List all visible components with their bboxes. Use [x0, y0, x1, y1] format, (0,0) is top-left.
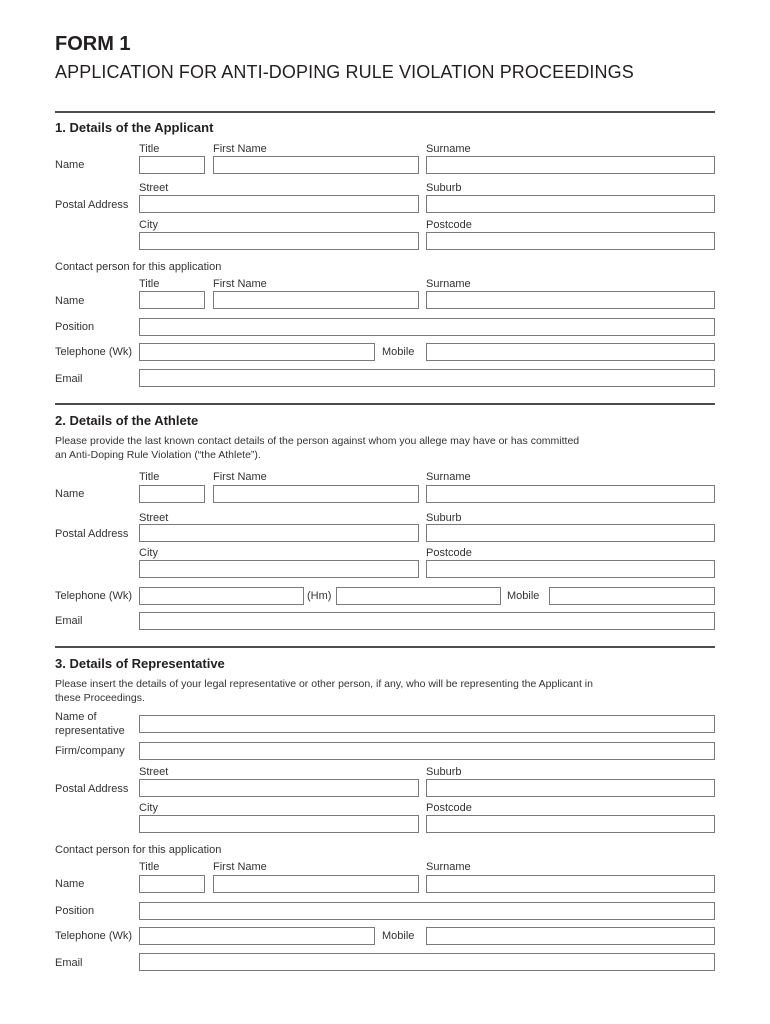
athlete-city-input[interactable] — [139, 560, 419, 578]
position-label: Position — [55, 321, 95, 333]
mobile-label: Mobile — [507, 590, 540, 602]
firm-company-label: Firm/company — [55, 745, 125, 757]
postal-address-label: Postal Address — [55, 528, 129, 540]
suburb-label: Suburb — [426, 766, 462, 778]
athlete-mobile-input[interactable] — [549, 587, 715, 605]
telephone-wk-label: Telephone (Wk) — [55, 930, 133, 942]
athlete-note — [55, 434, 675, 462]
athlete-title-input[interactable] — [139, 485, 205, 503]
athlete-note-line2: an Anti-Doping Rule Violation (“the Athlete”). — [55, 449, 261, 461]
postcode-label: Postcode — [426, 547, 472, 559]
contact2-position-input[interactable] — [139, 902, 715, 920]
contact2-email-input[interactable] — [139, 953, 715, 971]
title-label: Title — [139, 143, 160, 155]
representative-note-line1: Please insert the details of your legal representative or other person, if any, who will be representing the Applicant in — [55, 678, 593, 690]
title-label: Title — [139, 861, 160, 873]
contact1-position-input[interactable] — [139, 318, 715, 336]
contact1-first-name-input[interactable] — [213, 291, 419, 309]
hm-label: (Hm) — [307, 590, 332, 602]
contact2-tel-wk-input[interactable] — [139, 927, 375, 945]
representative-name-input[interactable] — [139, 715, 715, 733]
representative-firm-input[interactable] — [139, 742, 715, 760]
email-label: Email — [55, 957, 83, 969]
form-title: APPLICATION FOR ANTI-DOPING RULE VIOLATION PROCEEDINGS — [55, 62, 634, 82]
section-divider — [55, 403, 715, 405]
postal-address-label: Postal Address — [55, 783, 129, 795]
applicant-section-heading: 1. Details of the Applicant — [55, 120, 214, 135]
name-of-rep-line1: Name of — [55, 711, 97, 723]
email-label: Email — [55, 373, 83, 385]
contact1-surname-input[interactable] — [426, 291, 715, 309]
surname-label: Surname — [426, 278, 471, 290]
athlete-note-line1: Please provide the last known contact details of the person against whom you allege may have or has committed — [55, 435, 580, 447]
athlete-tel-hm-input[interactable] — [336, 587, 501, 605]
representative-postcode-input[interactable] — [426, 815, 715, 833]
telephone-wk-label: Telephone (Wk) — [55, 590, 133, 602]
applicant-suburb-input[interactable] — [426, 195, 715, 213]
applicant-surname-input[interactable] — [426, 156, 715, 174]
athlete-surname-input[interactable] — [426, 485, 715, 503]
city-label: City — [139, 219, 158, 231]
city-label: City — [139, 802, 158, 814]
name-label: Name — [55, 295, 85, 307]
athlete-tel-wk-input[interactable] — [139, 587, 304, 605]
street-label: Street — [139, 512, 169, 524]
applicant-street-input[interactable] — [139, 195, 419, 213]
applicant-title-input[interactable] — [139, 156, 205, 174]
contact2-surname-input[interactable] — [426, 875, 715, 893]
representative-note-line2: these Proceedings. — [55, 692, 145, 704]
contact2-title-input[interactable] — [139, 875, 205, 893]
position-label: Position — [55, 905, 95, 917]
suburb-label: Suburb — [426, 512, 462, 524]
representative-suburb-input[interactable] — [426, 779, 715, 797]
athlete-suburb-input[interactable] — [426, 524, 715, 542]
telephone-wk-label: Telephone (Wk) — [55, 346, 133, 358]
street-label: Street — [139, 766, 169, 778]
title-label: Title — [139, 278, 160, 290]
representative-street-input[interactable] — [139, 779, 419, 797]
surname-label: Surname — [426, 471, 471, 483]
form-number: FORM 1 — [55, 33, 131, 55]
contact1-tel-wk-input[interactable] — [139, 343, 375, 361]
city-label: City — [139, 547, 158, 559]
contact1-title-input[interactable] — [139, 291, 205, 309]
first-name-label: First Name — [213, 143, 267, 155]
first-name-label: First Name — [213, 278, 267, 290]
contact1-email-input[interactable] — [139, 369, 715, 387]
contact2-mobile-input[interactable] — [426, 927, 715, 945]
surname-label: Surname — [426, 861, 471, 873]
contact-person-label: Contact person for this application — [55, 844, 222, 856]
email-label: Email — [55, 615, 83, 627]
name-label: Name — [55, 488, 85, 500]
athlete-email-input[interactable] — [139, 612, 715, 630]
representative-city-input[interactable] — [139, 815, 419, 833]
name-label: Name — [55, 159, 85, 171]
contact-person-label: Contact person for this application — [55, 261, 222, 273]
applicant-city-input[interactable] — [139, 232, 419, 250]
name-of-rep-line2: representative — [55, 725, 125, 737]
street-label: Street — [139, 182, 169, 194]
title-label: Title — [139, 471, 160, 483]
mobile-label: Mobile — [382, 346, 415, 358]
postal-address-label: Postal Address — [55, 199, 129, 211]
applicant-postcode-input[interactable] — [426, 232, 715, 250]
athlete-postcode-input[interactable] — [426, 560, 715, 578]
contact1-mobile-input[interactable] — [426, 343, 715, 361]
name-of-representative-label — [55, 710, 125, 738]
applicant-first-name-input[interactable] — [213, 156, 419, 174]
suburb-label: Suburb — [426, 182, 462, 194]
surname-label: Surname — [426, 143, 471, 155]
first-name-label: First Name — [213, 471, 267, 483]
representative-section-heading: 3. Details of Representative — [55, 656, 225, 671]
contact2-first-name-input[interactable] — [213, 875, 419, 893]
section-divider — [55, 646, 715, 648]
postcode-label: Postcode — [426, 802, 472, 814]
athlete-street-input[interactable] — [139, 524, 419, 542]
first-name-label: First Name — [213, 861, 267, 873]
athlete-first-name-input[interactable] — [213, 485, 419, 503]
section-divider — [55, 111, 715, 113]
postcode-label: Postcode — [426, 219, 472, 231]
mobile-label: Mobile — [382, 930, 415, 942]
representative-note — [55, 677, 675, 705]
name-label: Name — [55, 878, 85, 890]
athlete-section-heading: 2. Details of the Athlete — [55, 413, 199, 428]
